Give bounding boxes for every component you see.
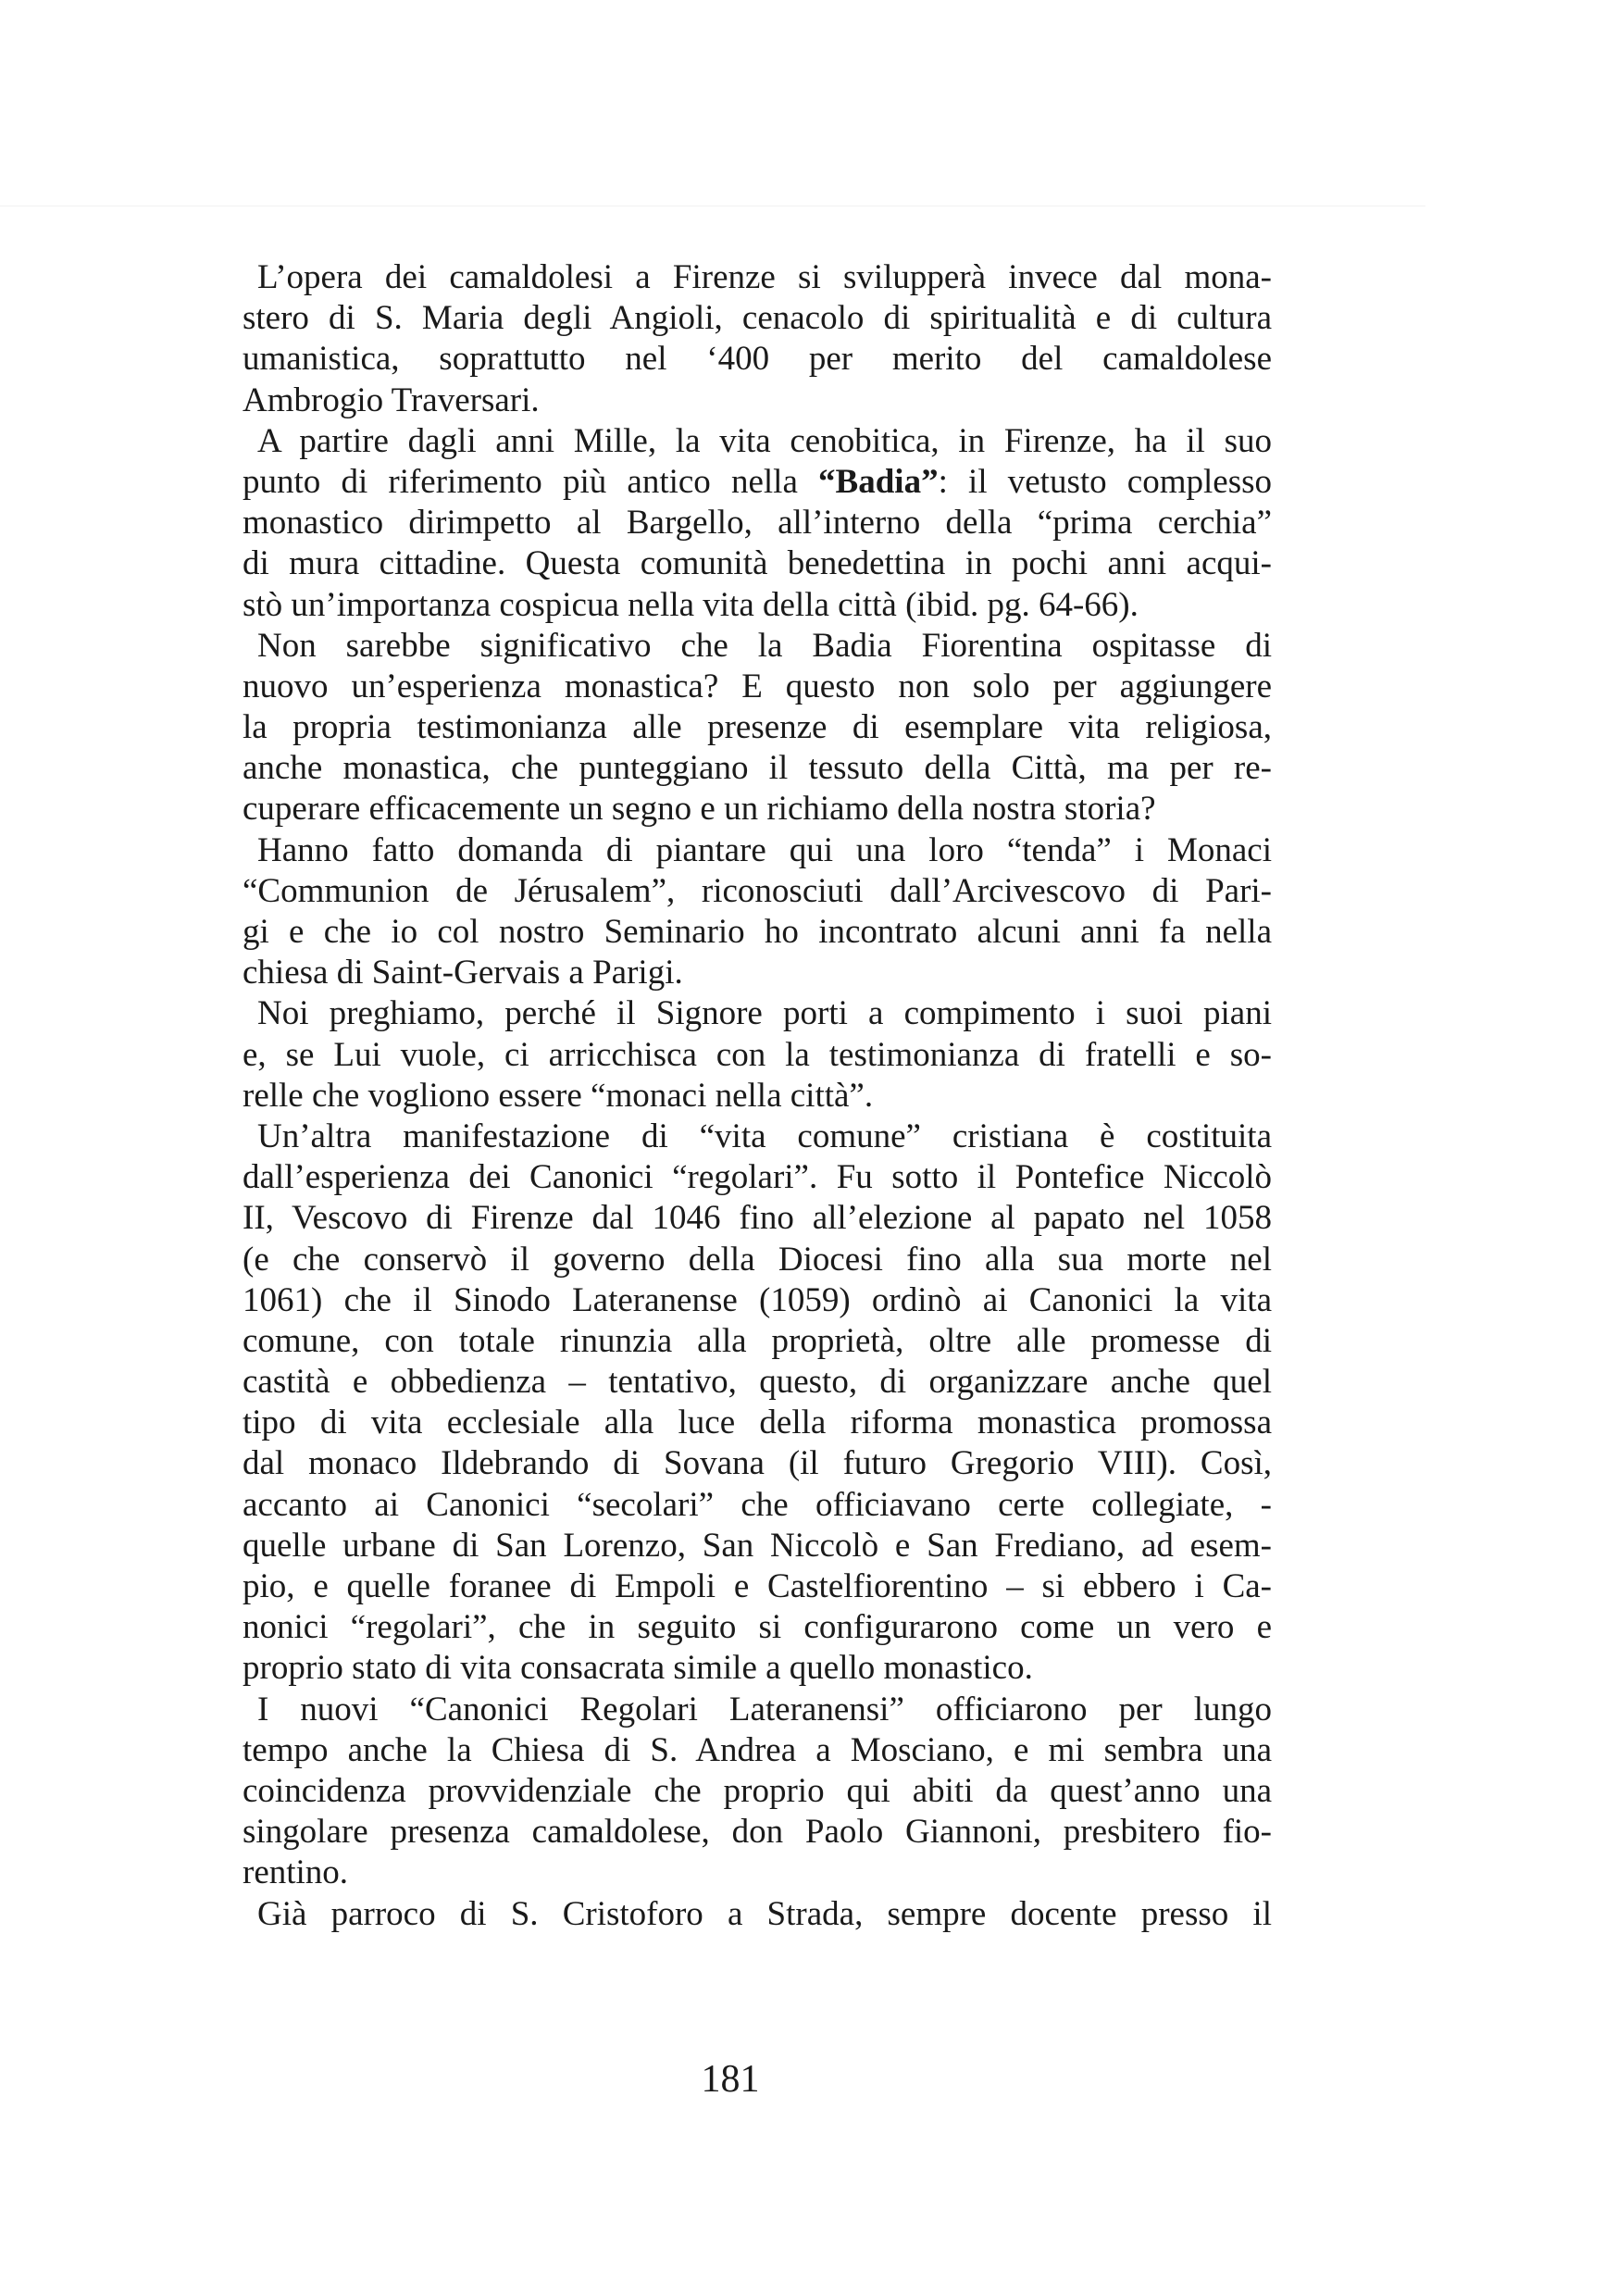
text-line: la propria testimonianza alle presenze di esemplare vita religiosa,	[243, 708, 1272, 747]
text-line: pio, e quelle foranee di Empoli e Castelfiorentino – si ebbero i Ca-	[243, 1567, 1272, 1605]
paragraph	[243, 830, 1272, 994]
text-line: dall’esperienza dei Canonici “regolari”. Fu sotto il Pontefice Niccolò	[243, 1158, 1272, 1197]
text-line: gi e che io col nostro Seminario ho incontrato alcuni anni fa nella	[243, 913, 1272, 951]
text-line: comune, con totale rinunzia alla proprietà, oltre alle promesse di	[243, 1321, 1272, 1360]
text-line: II, Vescovo di Firenze dal 1046 fino all’elezione al papato nel 1058	[243, 1199, 1272, 1238]
paragraph	[243, 1894, 1272, 1935]
text-line: castità e obbedienza – tentativo, questo, di organizzare anche quel	[243, 1363, 1272, 1402]
text-line: nuovo un’esperienza monastica? E questo non solo per aggiungere	[243, 667, 1272, 705]
text-line: punto di riferimento più antico nella “Badia”: il vetusto complesso	[243, 462, 1272, 501]
text-line: umanistica, soprattutto nel ‘400 per merito del camaldolese	[243, 340, 1272, 379]
text-line: nonici “regolari”, che in seguito si configurarono come un vero e	[243, 1608, 1272, 1647]
body-text	[243, 257, 1272, 1935]
text-line: dal monaco Ildebrando di Sovana (il futuro Gregorio VIII). Così,	[243, 1444, 1272, 1483]
text-line: monastico dirimpetto al Bargello, all’interno della “prima cerchia”	[243, 504, 1272, 543]
text-line: I nuovi “Canonici Regolari Lateranensi” officiarono per lungo	[257, 1690, 1272, 1728]
text-line: coincidenza provvidenziale che proprio qui abiti da quest’anno una	[243, 1771, 1272, 1810]
text-line: di mura cittadine. Questa comunità benedettina in pochi anni acqui-	[243, 544, 1272, 583]
text-line: Già parroco di S. Cristoforo a Strada, sempre docente presso il	[257, 1894, 1272, 1933]
text-line: proprio stato di vita consacrata simile a quello monastico.	[243, 1649, 1033, 1688]
text-line: quelle urbane di San Lorenzo, San Niccolò e San Frediano, ad esem-	[243, 1526, 1272, 1565]
text-line: rentino.	[243, 1853, 349, 1892]
paragraph	[243, 421, 1272, 626]
text-line: stò un’importanza cospicua nella vita della città (ibid. pg. 64-66).	[243, 585, 1139, 624]
text-line: accanto ai Canonici “secolari” che officiavano certe collegiate, -	[243, 1485, 1272, 1524]
paragraph	[243, 1117, 1272, 1690]
page-number: 181	[701, 2058, 760, 2101]
emphasis-badia: “Badia”	[818, 462, 939, 501]
text-line: relle che vogliono essere “monaci nella città”.	[243, 1076, 874, 1115]
text-line: Non sarebbe significativo che la Badia Fiorentina ospitasse di	[257, 626, 1272, 665]
text-line: chiesa di Saint-Gervais a Parigi.	[243, 954, 683, 992]
text-line: anche monastica, che punteggiano il tessuto della Città, ma per re-	[243, 749, 1272, 788]
paragraph	[243, 257, 1272, 421]
text-line: Hanno fatto domanda di piantare qui una loro “tenda” i Monaci	[257, 830, 1272, 869]
text-line: 1061) che il Sinodo Lateranense (1059) ordinò ai Canonici la vita	[243, 1280, 1272, 1319]
text-line: “Communion de Jérusalem”, riconosciuti dall’Arcivescovo di Pari-	[243, 871, 1272, 910]
text-line: A partire dagli anni Mille, la vita cenobitica, in Firenze, ha il suo	[257, 421, 1272, 460]
text-line: tipo di vita ecclesiale alla luce della riforma monastica promossa	[243, 1404, 1272, 1442]
text-line: Ambrogio Traversari.	[243, 381, 540, 419]
paragraph	[243, 1690, 1272, 1894]
text-line: tempo anche la Chiesa di S. Andrea a Mosciano, e mi sembra una	[243, 1730, 1272, 1769]
text-line: cuperare efficacemente un segno e un richiamo della nostra storia?	[243, 790, 1156, 829]
paragraph	[243, 993, 1272, 1117]
text-line: Noi preghiamo, perché il Signore porti a compimento i suoi piani	[257, 994, 1272, 1033]
text-line: e, se Lui vuole, ci arricchisca con la testimonianza di fratelli e so-	[243, 1035, 1272, 1074]
text-line: (e che conservò il governo della Diocesi fino alla sua morte nel	[243, 1240, 1272, 1279]
text-line: singolare presenza camaldolese, don Paolo Giannoni, presbitero fio-	[243, 1813, 1272, 1852]
text-line: Un’altra manifestazione di “vita comune” cristiana è costituita	[257, 1117, 1272, 1155]
text-line: L’opera dei camaldolesi a Firenze si svilupperà invece dal mona-	[257, 258, 1272, 296]
text-line: stero di S. Maria degli Angioli, cenacolo di spiritualità e di cultura	[243, 299, 1272, 338]
paragraph	[243, 626, 1272, 830]
